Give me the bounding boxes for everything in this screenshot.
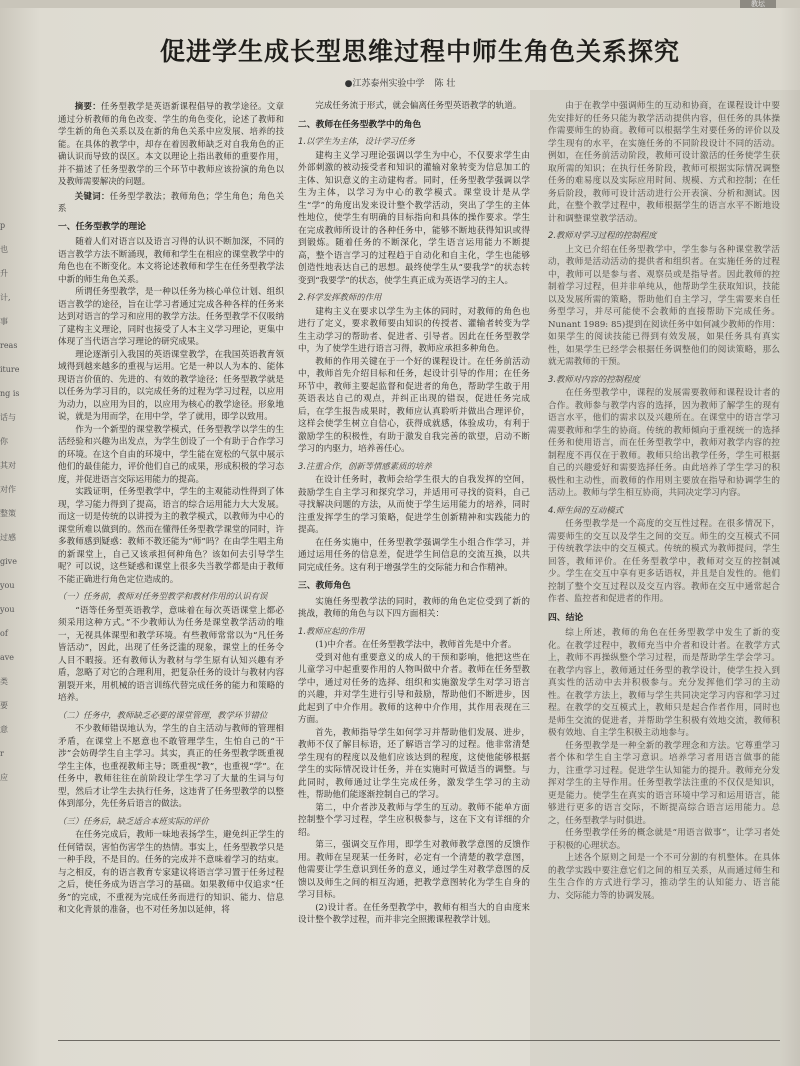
margin-fragment: 意 (0, 725, 8, 734)
margin-fragment: 整策 (0, 509, 16, 518)
sub-heading: 4.师生间的互动模式 (548, 504, 623, 515)
paragraph: 综上所述，教师的角色在任务型教学中发生了新的变化。在教学过程中，教师充当中介者和设计者。在教学方式上，教师不再操纵整个学习过程，而是帮助学生学会学习。在教学内容上，教师通过任务型的教学设计，使学生投入到真实性的活动中去并积极参与。充分发挥他们学习的主动性。在教学方法上，教师与学生共同决定学习内容和学习过程。在教学的交互模式上，教师只是起合作者作用，同时也是师生交流的促进者，并帮助学生积极有效地交流，教师积极有效地、自主学生积极主动地参与。 (548, 628, 780, 738)
margin-fragment: you (0, 605, 15, 614)
paragraph: 由于在教学中强调师生的互动和协商，在课程设计中要先安排好的任务只能为教学活动提供内容，但任务的具体操作需要师生的协商。教师可以根据学生对要任务的评价以及学生现有的水平，在实施任务的不同阶段设计不同的活动。例如，在任务前活动阶段，教师可设计激活的任务使学生获取所需的知识；在执行任务阶段，教师可根据实际情况调整任务的难易度以及实际应用时间、规模、方式和控制；在任务后阶段，教师可设计活动进行公开表演、分析和测试。因此，在整个教学过程中，教师根据学生的语言水平不断地设计和调整课堂教学活动。 (548, 101, 780, 224)
keywords-text: 任务型学教法；教师角色；学生角色；角色关系 (58, 190, 284, 213)
paragraph: 理论逐渐引入我国的英语课堂教学，在我国英语教育领域得到越来越多的重视与运用。它是一种以人为本的、能体现语言价值的、先进的、有效的教学途径；任务型教学就是以任务为学习目的，以完成任务的过程为学习过程，以应用为动力，以应用为目的，以应用为核心的教学途径。形象地说，就是为用而学，在用中学，学了就用，即学以致用。 (58, 349, 284, 422)
margin-fragment: 过感 (0, 533, 16, 542)
margin-fragment: 对作 (0, 485, 16, 494)
paragraph: 上述各个原则之间是一个不可分割的有机整体。在具体的教学实践中要注意它们之间的相互关系，从而通过师生和生生合作的方式进行学习，推动学生的认知能力、语言能力、交际能力等的协调发展。 (548, 853, 780, 901)
paragraph: 上文已介绍在任务型教学中，学生参与各种课堂教学活动，教师是活动活动的提供者和组织者。在实施任务的过程中，教师可以是参与者、观察员或是指导者。因此教师的控制着学习过程，但并非单纯从，他帮助学生获取知识，技能以及发展所需的策略，帮助他们自主学习，学生需要来自任务型学习，并尽可能使不会教师的直接帮助下完成任务。Nunant 1989: 85)提到在阅读任务中如何减少教师的作用：如果学生的阅读技能已得到有效发展，如果任务具有真实性，如果学生已经学会根据任务调整他们的阅读策略，那么就无需教师的干预。 (548, 244, 780, 367)
sub-heading: 3.教师对内容的控制程度 (548, 373, 640, 384)
column-1 (58, 100, 284, 1040)
corner-tab: 教坛 (740, 0, 776, 8)
margin-fragment: of (0, 629, 8, 638)
top-strip (0, 0, 800, 8)
paragraph: 完成任务流于形式，就会偏离任务型英语教学的轨道。 (315, 101, 522, 111)
paragraph: 建构主义学习理论强调以学生为中心，不仅要求学生由外部刺激的被动接受者和知识的灌输对象转变为信息加工的主体、知识意义的主动建构者。同时，任务型教学强调以学生为主体，以学习为中心的教学模式。课堂设计是从学生“学”的角度出发来设计整个教学活动，突出了学生的主体性地位，使学生有明确的目标指向和具体的操作要求。学生在完成教师所设计的各种任务中，能够不断地获得知识或得到锻炼。随着任务的不断深化，学生语言运用能力不断提高，整个语言学习的过程趋于自动化和自主化，学生也能够创造性地表达自己的思想。最终使学生从“要我学”的状态转变到“我要学”的状态，使学生真正成为英语学习的主人。 (298, 150, 530, 286)
margin-fragment: ave (0, 653, 15, 662)
section-heading: 一、任务型教学的理论 (58, 221, 146, 232)
column-2 (298, 100, 530, 1040)
column-3 (548, 100, 780, 1040)
paragraph: 任务型教学是一个高度的交互性过程。在很多情况下，需要师生的交互以及学生之间的交互。师生的交互模式不同于传统教学法中的交互模式。传统的模式为教师提问，学生回答，教师评价。在任务型教学中，教师对交互的控制减少。学生在交互中享有更多话语权，并且是自发性的。他们控制了整个交互过程以及交互内容。教师在交互中通常起合作者、监控者和促进者的作用。 (548, 519, 780, 604)
margin-fragment: ng is (0, 389, 20, 398)
sub-heading: 1.以学生为主体，设计学习任务 (298, 136, 415, 146)
bottom-rule (58, 1040, 780, 1041)
paragraph: 在任务实施中，任务型教学强调学生小组合作学习，并通过运用任务的信息差，促进学生间信息的交流互换，以共同完成任务。这有利于增强学生的交际能力和合作精神。 (298, 537, 530, 573)
margin-fragment: 计, (0, 293, 11, 302)
margin-fragment: r (0, 749, 4, 758)
sub-heading: 1.教师应起的作用 (298, 625, 365, 636)
sub-heading: （二）任务中，教师缺乏必要的课堂管理，教学环节错位 (58, 709, 268, 720)
margin-fragment: 升 (0, 269, 8, 278)
paragraph: 教师的作用关键在于一个好的课程设计。在任务前活动中，教师首先介绍目标和任务，起设计引导的作用；在任务环节中，教师主要起监督和促进者的角色，帮助学生敢于用英语表达自己的观点，并纠正出现的错误，促进任务完成后，在学生报告成果时，教师应认真聆听并做出合理评价，这样会使学生树立自信心，获得成就感，体验成功，有利于激励学生的积极性，有助于激发自我完善的欲望，启动不断学习的内驱力，培养善任心。 (298, 356, 530, 454)
paragraph: 在任务型教学中，课程的发展需要教师和课程设计者的合作。教师参与教学内容的选择，因为教师了解学生的现有语言水平，他们的需求以及兴趣所在。在课堂中的语言学习需要教师和学生的协商。传统的教师倾向于重视统一的选择任务和使用语言，而在任务型教学中，教师对教学内容的控制程度不再仅在于教师。教师只给出教学任务，学生可根据自己的兴趣爱好和需要选择任务。由此培养了学生学习的积极性和主动性，而教师的作用则主要放在指导和协调学生的活动上。教师与学生相互协商，共同决定学习内容。 (548, 388, 780, 498)
section-heading: 四、结论 (548, 612, 584, 623)
margin-fragment: p (0, 221, 6, 230)
sub-heading: （一）任务前，教师对任务型教学和教材作用的认识有误 (58, 591, 268, 601)
margin-fragment: 也 (0, 245, 8, 254)
keywords-label: 关键词： (74, 190, 110, 201)
paragraph: 作为一个新型的课堂教学模式，任务型教学以学生的生活经验和兴趣为出发点，为学生创设了一个有助于合作学习的环境。在这个自由的环境中，学生能在宽松的气氛中展示他们的最佳能力，评价他们自己的成果，形成积极的学习态度，并促进语言交际运用能力的提高。 (58, 424, 284, 485)
margin-fragment: 要 (0, 701, 8, 710)
paragraph: 任务型教学任务的概念就是“用语言做事”，让学习者处于积极的心理状态。 (548, 828, 780, 851)
paragraph: 任务型教学是一种全新的教学理念和方法。它尊重学习者个体和学生自主学习意识。培养学习者用语言做事的能力，注重学习过程。促进学生认知能力的提升。教师充分发挥对学生的主导作用。任务型教学法注重的不仅仅是知识，更是能力。使学生在真实的语言环境中学习和运用语言，能够进行更多的语言交际，不断提高综合语言运用能力。总之，任务型教学与时俱进。 (548, 740, 780, 826)
left-margin-fragments (0, 220, 20, 796)
sub-heading: 2.教师对学习过程的控制程度 (548, 230, 657, 240)
paragraph: 第三，强调交互作用，即学生对教师教学意图的反馈作用。教师在呈现某一任务时，必定有一个清楚的教学意图，他需要让学生意识到任务的意义，通过学生对教学意图的反馈以及师生之间的相互沟通，把教学意图转化为学生自身的学习目标。 (298, 840, 530, 900)
paragraph: 受到对他有重要意义的成人的干预和影响，他把这些在儿童学习中起重要作用的人物叫做中介者。教师在任务型教学中，通过对任务的选择、组织和实施激发学生对学习语言的兴趣，并对学生进行引导和鼓励，帮助他们不断进步，因此起到了中介作用。教师的这种中介作用，其作用表现在三方面。 (298, 652, 530, 725)
margin-fragment: iture (0, 365, 20, 374)
section-heading: 二、教师在任务型教学中的角色 (298, 119, 422, 130)
margin-fragment: 类 (0, 677, 8, 686)
paragraph: (1)中介者。在任务型教学法中，教师首先是中介者。 (315, 640, 517, 650)
article-title: 促进学生成长型思维过程中师生角色关系探究 (159, 37, 680, 66)
paragraph: “语等任务型英语教学，意味着在每次英语课堂上都必须采用这种方式。”不少教师认为任务是课堂教学活动的唯一，无视具体课型和教学环境。有些教师常常以为“凡任务皆活动”，因此，出现了任务泛滥的现象，课堂上的任务令人目不暇接。还有教师认为教材与学生原有认知兴趣有矛盾，忽略了对它的合理利用，把复杂任务的设计与教材内容割裂开来，用机械的语言训练代替完成任务的能力和策略的培养。 (58, 605, 284, 703)
paragraph: 随着人们对语言以及语言习得的认识不断加深，不同的语言教学方法不断涌现，教师和学生在相应的课堂教学中的角色也在不断变化。本文将论述教师和学生在任务型教学法中新的师生角色关系。 (58, 237, 284, 285)
paragraph: 首先，教师指导学生如何学习并帮助他们发展、进步，教师不仅了解目标语，还了解语言学习的过程。他非常清楚学生现有的程度以及他们应该达到的程度，这使他能够根据学生的实际情况设计任务，并在实施时可做适当的调整。与此同时，教师通过让学生完成任务，激发学生学习的主动性，帮助他们能逐渐控制自己的学习。 (298, 727, 530, 800)
abstract-text: 任务型教学是英语新课程倡导的教学途径。文章通过分析教师的角色改变、学生的角色变化，论述了教师和学生新的角色关系以及在新的角色关系中应发展、培养的技能。在具体的教学中，却存在着因教师缺乏对自我角色的正确认识而导致的误区。本文以理论上指出教师的重要作用，并不描述了任务型教学的三个环节中教师应该扮演的角色以及教师需要解决的问题。 (58, 101, 284, 186)
margin-fragment: 话与 (0, 413, 16, 422)
paragraph: 实施任务型教学法的同时，教师的角色定位受到了新的挑战，教师的角色与以下四方面相关： (298, 596, 530, 619)
margin-fragment: 应 (0, 773, 8, 782)
author: 陈 壮 (434, 79, 456, 89)
sub-heading: （三）任务后，缺乏适合本班实际的评价 (58, 815, 209, 826)
margin-fragment: 事 (0, 317, 8, 326)
margin-fragment: reas (0, 341, 18, 350)
margin-fragment: 你 (0, 437, 8, 446)
paragraph: 第二，中介者涉及教师与学生的互动。教师不能单方面控制整个学习过程，学生应积极参与，这在下文有详细的介绍。 (298, 802, 530, 838)
keywords (58, 190, 284, 215)
sub-heading: 2.科学发挥教师的作用 (298, 292, 382, 302)
margin-fragment: give (0, 557, 17, 566)
section-heading: 三、教师角色 (298, 581, 351, 591)
abstract (58, 100, 284, 188)
sub-heading: 3.注重合作，创新等情感素质的培养 (298, 460, 432, 471)
paragraph: 所谓任务型教学，是一种以任务为核心单位计划、组织语言教学的途径，旨在让学习者通过完成各种各样的任务来达到对语言的学习和应用的教学方法。任务型教学不仅吸纳了建构主义理论，同时也接受了人本主义学习理论，更集中体现了当代语言学习理论的研究成果。 (58, 287, 284, 347)
margin-fragment: 其对 (0, 461, 16, 470)
paragraph: 在任务完成后，教师一味地表扬学生，避免纠正学生的任何错误，害怕伤害学生的热情。事实上，任务型教学只是一种手段，不是目的。任务的完成并不意味着学习的结束。与之相反，有的语言教育专家建议将语言学习置于任务过程之后，使任务成为语言学习的基础。如果教师中仅追求“任务”的完成，不重视为完成任务而进行的知识、能力、信息和文化背景的准备，也不对任务加以延伸，将 (58, 830, 284, 915)
abstract-label: 摘要： (74, 101, 101, 111)
paragraph: 不少教师错误地认为，学生的自主活动与教师的管理相矛盾，在课堂上不愿意也不敢管理学生，生怕自己的“干涉”会妨碍学生自主学习。其实，真正的任务型教学既重视学生主体，也重视教师主导；既重视“教”，也重视“学”。在任务中，教师往往在前阶段让学生学习了大量的生词与句型，然后才让学生去执行任务，这违背了任务型教学的以整体到部分，先任务后语言的做法。 (58, 724, 284, 809)
paragraph: 在设计任务时，教师会给学生很大的自我发挥的空间，鼓励学生自主学习和探究学习，并适用可寻找的资料，自己寻找解决问题的方法，从而使于学生运用能力的培养，同时注重发挥学生的学习策略，促进学生创新精神和实践能力的提高。 (298, 475, 530, 535)
paragraph: (2)设计者。在任务型教学中，教师有相当大的自由度来设计整个教学过程，而并非完全照搬课程教学计划。 (298, 902, 530, 925)
paragraph: 实践证明，任务型教学中，学生的主观能动性得到了体现，学习能力得到了提高，语言的综合运用能力大大发展。而这一切是传统的以讲授为主的教学模式，以教师为中心的课堂所难以做到的。然而在懂得任务型教学课堂的同时，许多教师感到疑惑：教师不教还能为“师”吗？在由学生唱主角的新课堂上，自己又该承担何种角色？该如何去引导学生呢？可以说，这些疑惑和课堂上很多失当教学都是由于教师不能正确进行角色定位造成的。 (58, 487, 284, 585)
byline (240, 76, 560, 89)
margin-fragment: you (0, 581, 15, 590)
paragraph: 建构主义在要求以学生为主体的同时，对教师的角色也进行了定义，要求教师要由知识的传授者、灌输者转变为学生主动学习的帮助者、促进者、引导者。因此在任务型教学中，为了使学生进行语言习得，教师应承担多种角色。 (298, 306, 530, 354)
affiliation: ●江苏泰州实验中学 (344, 79, 425, 89)
